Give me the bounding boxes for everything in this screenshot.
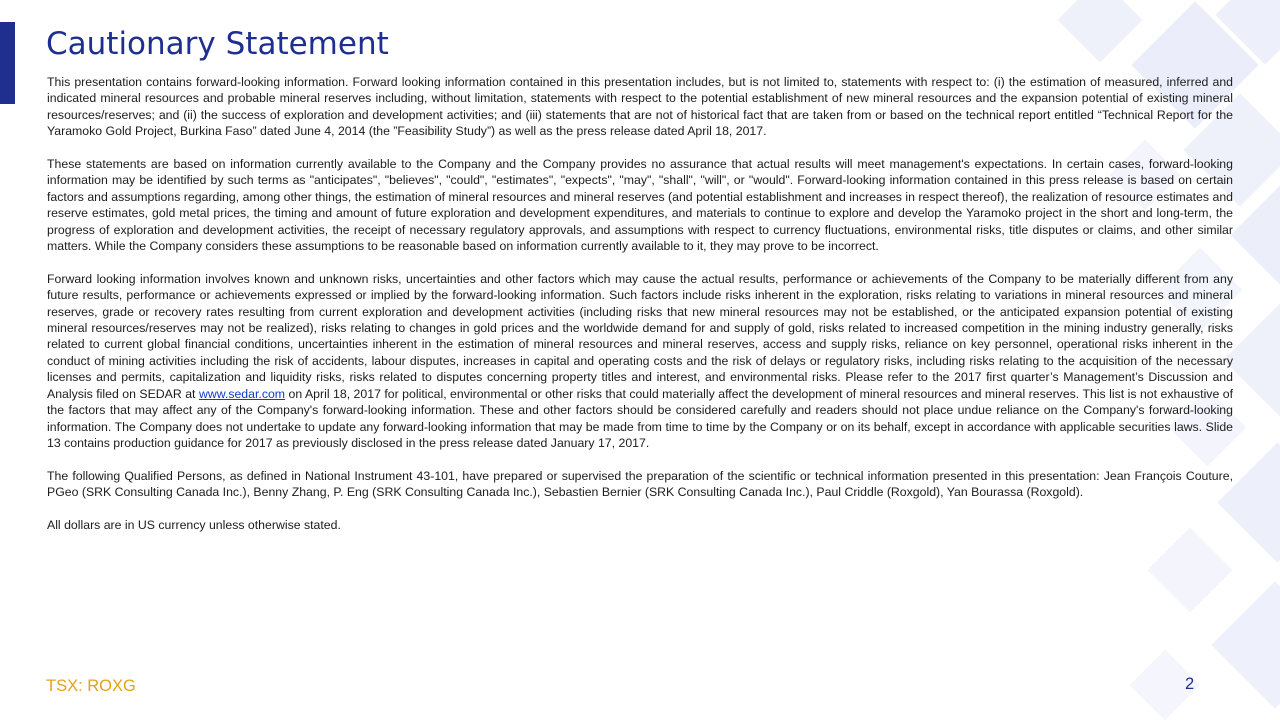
ticker-symbol: TSX: ROXG <box>46 677 136 695</box>
paragraph-assumptions: These statements are based on information currently available to the Company and the Company provides no assurance that actual results will meet management's expectations. In certain cases, forward-looking information may be identified by such terms as "anticipates", "believes", "could", "estimates", "expects", "may", "shall", "will", or "would". Forward-looking information contained in this press release is based on certain factors and assumptions regarding, among other things, the estimation of mineral resources and mineral reserves (and potential establishment and increases in respect thereof), the realization of resource estimates and reserve estimates, gold metal prices, the timing and amount of future exploration and development expenditures, and materials to continue to explore and develop the Yaramoko project in the short and long-term, the progress of exploration and development activities, the receipt of necessary regulatory approvals, and assumptions with respect to currency fluctuations, environmental risks, title disputes or claims, and other similar matters. While the Company considers these assumptions to be reasonable based on information currently available to it, they may prove to be incorrect. <box>47 157 1233 254</box>
paragraph-qualified-persons: The following Qualified Persons, as defined in National Instrument 43-101, have prepared or supervised the preparation of the scientific or technical information presented in this presentation: Jean François Couture, PGeo (SRK Consulting Canada Inc.), Benny Zhang, P. Eng (SRK Consulting Canada Inc.), Sebastien Bernier (SRK Consulting Canada Inc.), Paul Criddle (Roxgold), Yan Bourassa (Roxgold). <box>47 468 1233 500</box>
risks-text-part-2: on April 18, 2017 for political, environmental or other risks that could materially affect the development of mineral resources and mineral reserves. This list is not exhaustive of the factors that may affect any of the Company's forward-looking information. These and other factors should be considered carefully and readers should not place undue reliance on the Company's forward-looking information. The Company does not undertake to update any forward-looking information that may be made from time to time by the Company or on its behalf, except in accordance with applicable securities laws. Slide 13 contains production guidance for 2017 as previously disclosed in the press release dated January 17, 2017. <box>47 386 1234 450</box>
title-accent-bar <box>0 22 15 104</box>
page-number: 2 <box>1185 675 1195 693</box>
sedar-link[interactable]: www.sedar.com <box>198 386 286 401</box>
paragraph-forward-looking-info: This presentation contains forward-looking information. Forward looking information contained in this presentation includes, but is not limited to, statements with respect to: (i) the estimation of measured, inferred and indicated mineral resources and probable mineral reserves including, without limitation, statements with respect to the potential establishment of new mineral resources and the expansion potential of existing mineral resources/reserves; and (ii) the success of exploration and development activities; and (iii) statements that are not of historical fact that are taken from or based on the technical report entitled “Technical Report for the Yaramoko Gold Project, Burkina Faso” dated June 4, 2014 (the ”Feasibility Study”) as well as the press release dated April 18, 2017. <box>47 75 1233 139</box>
slide-title: Cautionary Statement <box>46 26 389 62</box>
paragraph-risks <box>47 271 1233 451</box>
paragraph-currency-note: All dollars are in US currency unless otherwise stated. <box>47 517 341 532</box>
risks-text-part-1: Forward looking information involves known and unknown risks, uncertainties and other factors which may cause the actual results, performance or achievements of the Company to be materially different from any future results, performance or achievements expressed or implied by the forward-looking information. Such factors include risks inherent in the exploration, risks relating to variations in mineral resources and mineral reserves, grade or recovery rates resulting from current exploration and development activities (including risks that new mineral resources may not be established, or the anticipated expansion potential of existing mineral resources/reserves may not be realized), risks relating to changes in gold prices and the worldwide demand for and supply of gold, risks related to increased competition in the mining industry generally, risks related to current global financial conditions, uncertainties inherent in the estimation of mineral resources and mineral reserves, access and supply risks, reliance on key personnel, operational risks inherent in the conduct of mining activities including the risk of accidents, labour disputes, increases in capital and operating costs and the risk of delays or regulatory risks, including risks relating to the acquisition of the necessary licenses and permits, capitalization and liquidity risks, risks related to disputes concerning property titles and interest, and environmental risks. Please refer to the 2017 first quarter’s Management’s Discussion and Analysis filed on SEDAR at <box>47 271 1233 401</box>
cautionary-body <box>47 74 1233 533</box>
